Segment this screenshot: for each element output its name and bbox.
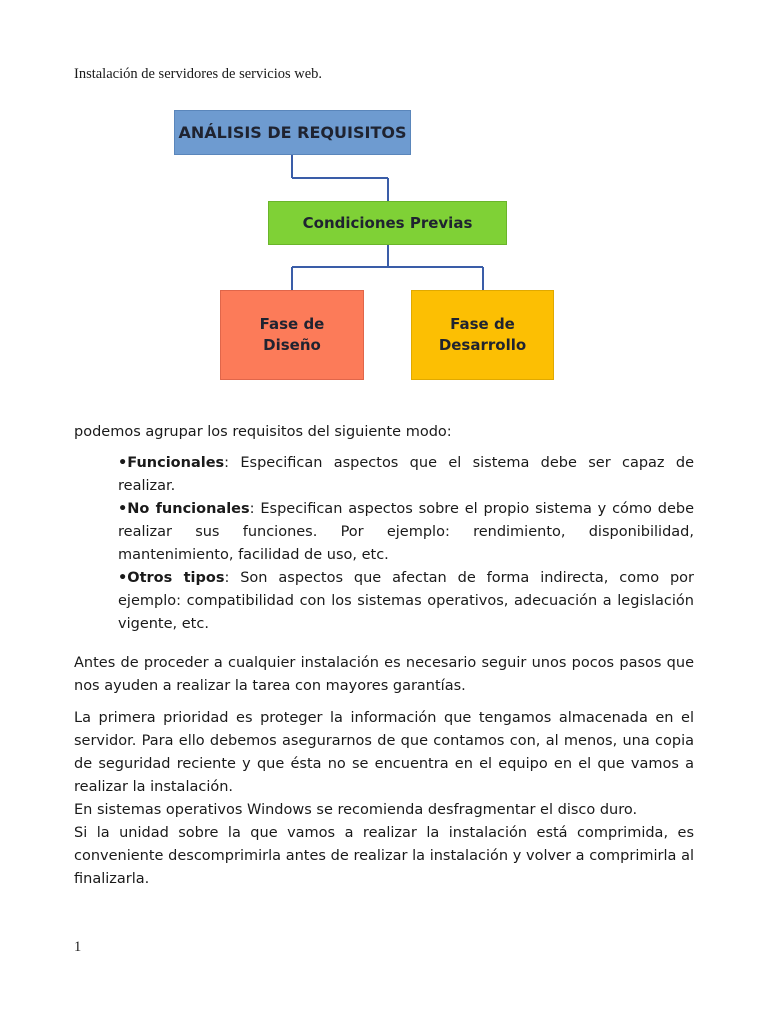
list-item <box>118 452 694 498</box>
document-header: Instalación de servidores de servicios web. <box>74 66 323 82</box>
paragraph-text: En sistemas operativos Windows se recomienda desfragmentar el disco duro. <box>74 802 638 818</box>
diagram-box-diseno: Fase de Diseño <box>220 290 364 380</box>
list-item-text: : Especifican aspectos que el sistema debe ser capaz de realizar. <box>118 455 694 494</box>
diagram-box-desarrollo: Fase de Desarrollo <box>411 290 554 380</box>
requirements-diagram <box>0 0 768 400</box>
list-item-term: •Funcionales <box>118 455 225 471</box>
intro-text: podemos agrupar los requisitos del siguiente modo: <box>74 424 452 440</box>
diagram-connectors <box>0 0 768 400</box>
paragraph-group <box>74 707 694 891</box>
paragraph-text: Antes de proceder a cualquier instalación es necesario seguir unos pocos pasos que nos ayuden a realizar la tarea con mayores garantías. <box>74 655 694 694</box>
diagram-box-condiciones: Condiciones Previas <box>268 201 507 245</box>
list-item-term: •No funcionales <box>118 501 250 517</box>
list-item-text: : Son aspectos que afectan de forma indirecta, como por ejemplo: compatibilidad con los sistemas operativos, adecuación a legislación vigente, etc. <box>118 570 694 632</box>
list-item-term: •Otros tipos <box>118 570 225 586</box>
list-item <box>118 567 694 636</box>
paragraph <box>74 652 694 698</box>
paragraph-text: La primera prioridad es proteger la información que tengamos almacenada en el servidor. Para ello debemos asegurarnos de que contamos con, al menos, una copia de seguridad reciente y que ésta no se encuentra en el equipo en el que vamos a realizar la instalación. <box>74 710 694 795</box>
diagram-box-analisis: ANÁLISIS DE REQUISITOS <box>174 110 411 155</box>
list-item-text: : Especifican aspectos sobre el propio sistema y cómo debe realizar sus funciones. Por ejemplo: rendimiento, disponibilidad, mantenimiento, facilidad de uso, etc. <box>118 501 694 563</box>
requirements-list <box>118 452 694 636</box>
paragraph-text: Si la unidad sobre la que vamos a realizar la instalación está comprimida, es conveniente descomprimirla antes de realizar la instalación y volver a comprimirla al finalizarla. <box>74 825 694 887</box>
page-number: 1 <box>74 939 82 955</box>
list-item <box>118 498 694 567</box>
